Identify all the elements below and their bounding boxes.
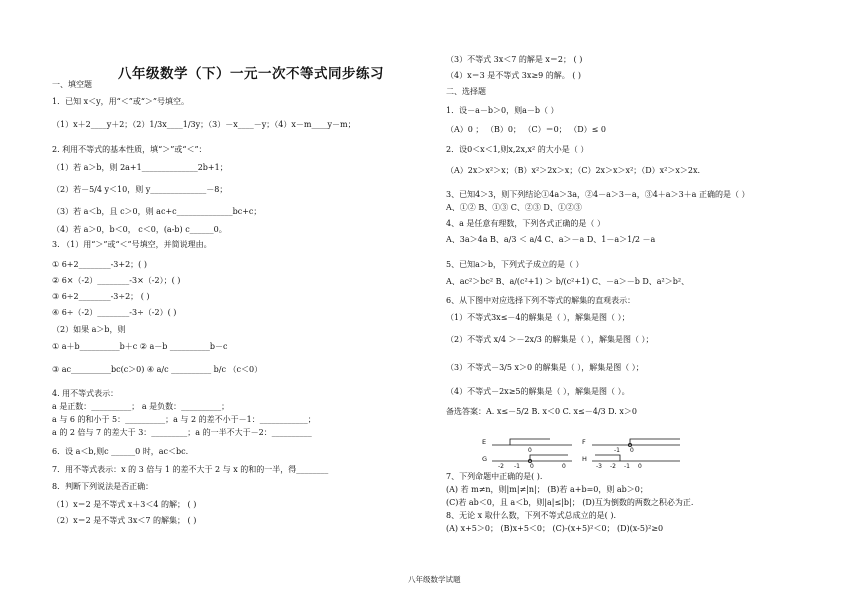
left-line: ① 6+2________-3+2；( ) xyxy=(52,260,147,269)
tick-label: -1 xyxy=(624,463,630,469)
tick-label: -3 xyxy=(596,463,602,469)
right-line: (A) x+5＞0； (B)x+5＜0； (C)-(x+5)²＜0； (D)(x-5)²≥0 xyxy=(446,524,664,533)
right-line: （A）0 ； （B）0； （C）＝0； （D）≤ 0 xyxy=(446,125,606,134)
right-line: 2．设0＜x＜1,则x,2x,x² 的大小是（ ） xyxy=(446,145,589,154)
right-line: （A）2x＞x²＞x；（B）x²＞2x＞x；（C）2x＞x＞x²；（D）x²＞x＞2x. xyxy=(446,166,701,175)
tick-label: 0 xyxy=(528,447,532,454)
left-line: （2）如果 a＞b，则 xyxy=(52,325,126,334)
figure-label-h: H xyxy=(582,455,587,463)
right-line: （3）不等式 3x＜7 的解是 x＝2； ( ) xyxy=(446,55,583,64)
tick-label: 0 xyxy=(530,463,534,469)
left-line: （3）若 a＜b，且 c＞0，则 ac+c______________bc+c； xyxy=(52,207,262,216)
figure-label-e: E xyxy=(482,438,487,446)
right-line: （2）不等式 x/4 ＞－2x/3 的解集是（ ），解集是图（ ）； xyxy=(446,335,654,344)
left-line: ③ 6÷2________-3÷2； ( ) xyxy=(52,292,150,301)
figure-label-f: F xyxy=(582,438,586,446)
right-line: 4、a 是任意有理数，下列各式正确的是（ ） xyxy=(446,219,605,228)
right-line: 8、无论 x 取什么数，下列不等式总成立的是( ). xyxy=(446,511,617,520)
right-line: (A) 若 m≠n，则|m|≠|n|； (B)若 a+b=0，则 ab＞0； xyxy=(446,485,648,494)
left-line: ② 6×（-2）________-3×（-2）；( ) xyxy=(52,276,181,285)
left-line: ③ ac__________bc(c＞0) ④ a/c __________ b/c （c＜0） xyxy=(52,365,263,374)
right-line: (C)若 ab＜0，且 a＜b，则|a|≤|b|； (D)互为倒数的两数之积必为正. xyxy=(446,498,694,507)
right-line: （3）不等式－3/5 x＞0 的解集是（ ），解集是图（ ）； xyxy=(446,363,644,372)
left-line: 1．已知 x＜y，用“＜”或“＞”号填空。 xyxy=(52,97,190,106)
right-line: A、ac²＞bc² B、a/(c²+1) ＞ b/(c²+1) C、－a＞－b D、a²＞b²、 xyxy=(446,277,690,286)
left-line: （2）x＝2 是不等式 3x＜7 的解集； ( ) xyxy=(52,516,197,525)
left-line: a 是正数：__________； a 是负数：__________； xyxy=(52,402,230,411)
tick-label: 0 xyxy=(638,463,642,469)
left-line: （1）x＝2 是不等式 x＋3＜4 的解； ( ) xyxy=(52,500,197,509)
left-line: （1）若 a＞b，则 2a+1______________2b+1； xyxy=(52,163,228,172)
left-line: a 的 2 倍与 7 的差大于 3：_________；a 的一半不大于－2：__________ xyxy=(52,428,312,437)
left-line: 8．判断下列说法是否正确： xyxy=(52,482,154,491)
left-line: 6．设 a＜b,则c ______0 时，ac＜bc. xyxy=(52,447,189,456)
right-line: 二、选择题 xyxy=(446,87,486,96)
left-line: （4）若 a＞0，b＜0， c＜0，(a-b) c______0。 xyxy=(52,225,227,234)
document-title: 八年级数学（下）一元一次不等式同步练习 xyxy=(118,66,384,82)
left-line: ④ 6÷（-2）________-3÷（-2）( ) xyxy=(52,308,177,317)
right-line: 6、从下图中对应选择下列不等式的解集的直观表示： xyxy=(446,296,636,305)
right-line: 3、已知4＞3，则下列结论①4a＞3a，②4－a＞3－a，③4＋a＞3＋a 正确的是（ ） xyxy=(446,190,750,199)
tick-label: 0 xyxy=(562,463,566,469)
number-line-figure xyxy=(480,435,690,469)
right-line: 7、下列命题中正确的是( ). xyxy=(446,472,543,481)
tick-label: -1 xyxy=(614,447,620,454)
left-line: （1）x＋2____y＋2；（2）1/3x____1/3y；（3）－x____－y；（4）x－m____y－m； xyxy=(52,120,356,129)
left-line: 3. （1）用“＞”或“＜”号填空，并简说理由。 xyxy=(52,240,212,249)
tick-label: -1 xyxy=(514,463,520,469)
right-line: （1）不等式3x≤－4的解集是（ ），解集是图（ ）； xyxy=(446,313,630,322)
tick-label: 0 xyxy=(630,447,634,454)
right-line: （4）x＝3 是不等式 3x≥9 的解。 ( ) xyxy=(446,71,582,80)
right-line: 5、已知a＞b，下列式子成立的是（ ） xyxy=(446,260,584,269)
tick-label: -2 xyxy=(610,463,616,469)
left-line: 2. 利用不等式的基本性质，填“＞”或“＜”： xyxy=(52,145,207,154)
left-line: （2）若－5/4 y＜10，则 y______________－8； xyxy=(52,185,228,194)
left-line: 一、填空题 xyxy=(52,80,92,89)
tick-label: -2 xyxy=(498,463,504,469)
right-line: A、①② B、①③ C、②③ D、①②③ xyxy=(446,203,582,212)
page-footer: 八年级数学试题 xyxy=(408,575,461,584)
right-line: A、3a＞4a B、a/3 ＜ a/4 C、a＞－a D、1－a＞1/2 －a xyxy=(446,235,656,244)
right-line: （4）不等式－2x≥5的解集是（ ），解集是图（ ）。 xyxy=(446,387,630,396)
left-line: a 与 6 的和小于 5：__________；a 与 2 的差不小于－1：____________； xyxy=(52,415,316,424)
left-line: ① a＋b__________b＋c ② a－b __________b－c xyxy=(52,342,228,351)
right-line: 备选答案：A. x≤－5/2 B. x＜0 C. x≤－4/3 D. x＞0 xyxy=(446,407,637,416)
figure-label-g: G xyxy=(482,455,488,463)
left-line: 7．用不等式表示：x 的 3 倍与 1 的差不大于 2 与 x 的和的一半，得________ xyxy=(52,465,329,474)
left-line: 4. 用不等式表示： xyxy=(52,389,119,398)
right-line: 1．设－a－b＞0，则a－b（ ） xyxy=(446,106,559,115)
